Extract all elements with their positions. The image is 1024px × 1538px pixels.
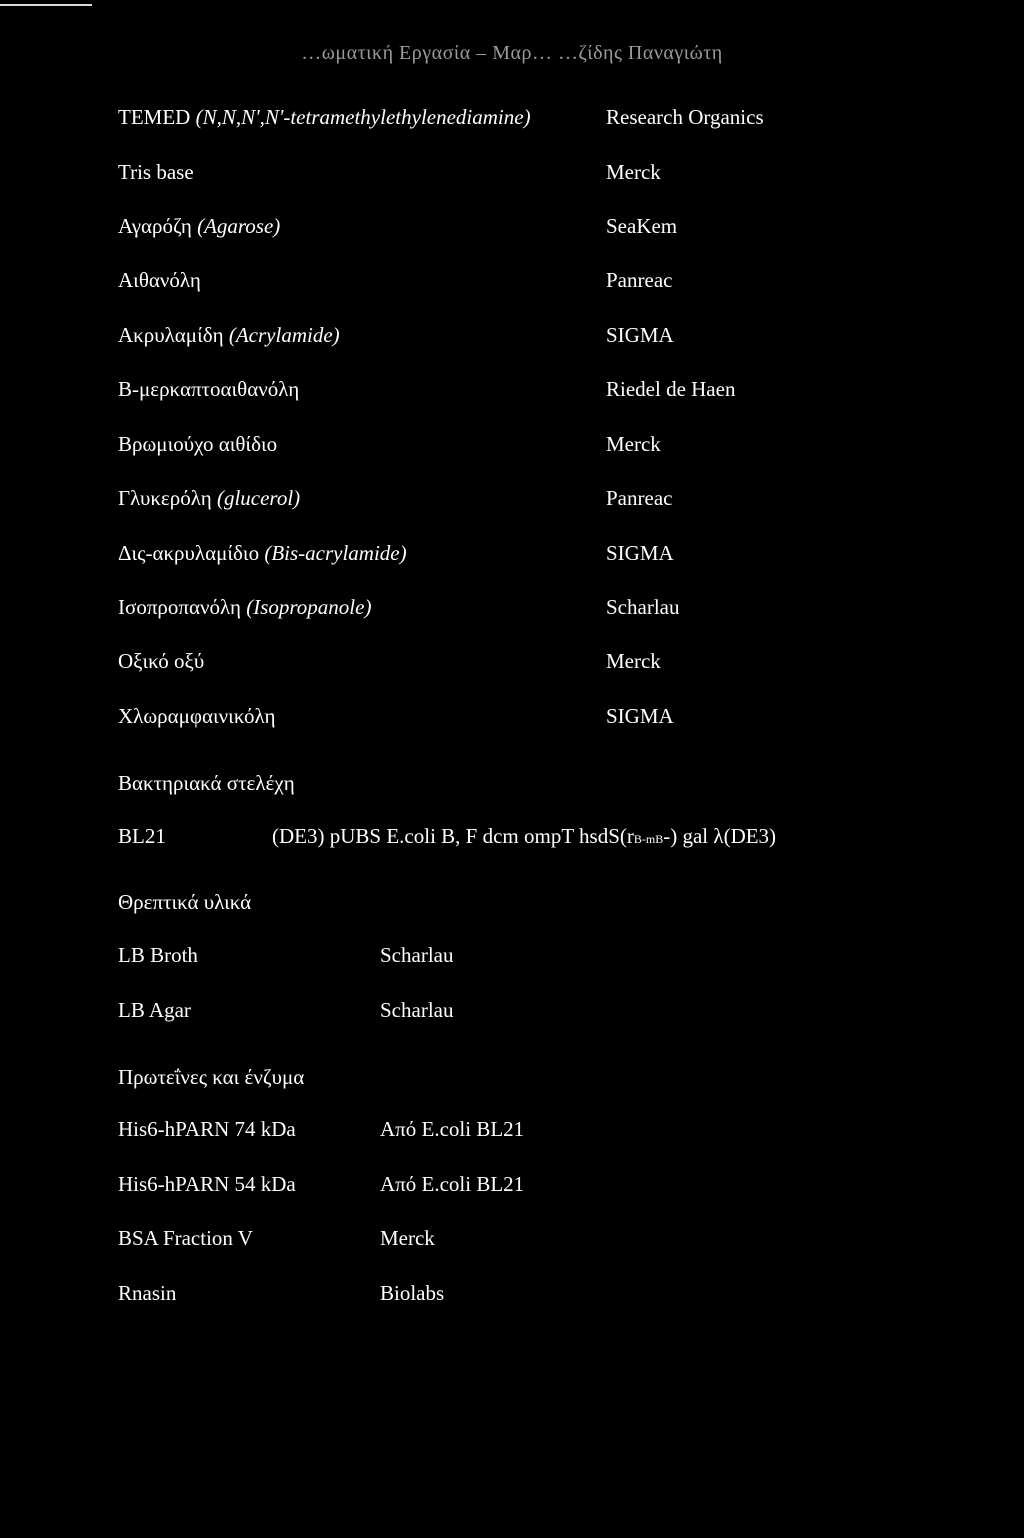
protein-name: Rnasin bbox=[118, 1281, 177, 1305]
nutrient-name: LB Broth bbox=[118, 943, 198, 967]
reagent-supplier: Panreac bbox=[606, 268, 673, 292]
reagent-name: Δις-ακρυλαμίδιο (Bis-acrylamide) bbox=[118, 541, 407, 565]
section-heading-proteins: Πρωτεΐνες και ένζυμα bbox=[118, 1065, 305, 1089]
protein-source: Από E.coli BL21 bbox=[380, 1117, 525, 1141]
reagent-name: Αιθανόλη bbox=[118, 268, 201, 292]
reagent-supplier: SIGMA bbox=[606, 323, 674, 347]
protein-source: Από E.coli BL21 bbox=[380, 1172, 525, 1196]
reagent-supplier: Panreac bbox=[606, 486, 673, 510]
section-heading-bacteria: Βακτηριακά στελέχη bbox=[118, 771, 295, 795]
reagent-supplier: Merck bbox=[606, 432, 661, 456]
reagent-name: Β-μερκαπτοαιθανόλη bbox=[118, 377, 300, 401]
reagent-name: Γλυκερόλη (glucerol) bbox=[118, 486, 301, 510]
section-heading-nutrients: Θρεπτικά υλικά bbox=[118, 890, 252, 914]
protein-source: Merck bbox=[380, 1226, 435, 1250]
protein-name: BSA Fraction V bbox=[118, 1226, 253, 1250]
reagent-name: Βρωμιούχο αιθίδιο bbox=[118, 432, 278, 456]
reagent-name: Ισοπροπανόλη (Isopropanole) bbox=[118, 595, 372, 619]
protein-name: His6-hPARN 54 kDa bbox=[118, 1172, 296, 1196]
protein-name: His6-hPARN 74 kDa bbox=[118, 1117, 296, 1141]
reagent-supplier: Merck bbox=[606, 649, 661, 673]
running-header: …ωματική Εργασία – Μαρ… …ζίδης Παναγιώτη bbox=[301, 42, 723, 64]
protein-source: Biolabs bbox=[380, 1281, 445, 1305]
strain-name: BL21 bbox=[118, 824, 166, 848]
nutrient-name: LB Agar bbox=[118, 998, 191, 1022]
reagent-name: Αγαρόζη (Agarose) bbox=[118, 214, 281, 238]
reagent-name: Χλωραμφαινικόλη bbox=[118, 704, 276, 728]
strain-genotype: (DE3) pUBS E.coli B, F dcm ompT hsdS(rB-mB-) gal λ(DE3) bbox=[272, 824, 777, 848]
reagent-supplier: Merck bbox=[606, 160, 661, 184]
reagent-supplier: SIGMA bbox=[606, 541, 674, 565]
reagent-supplier: SIGMA bbox=[606, 704, 674, 728]
nutrient-supplier: Scharlau bbox=[380, 943, 454, 967]
reagent-name: Οξικό οξύ bbox=[118, 649, 205, 673]
reagent-supplier: SeaKem bbox=[606, 214, 678, 238]
reagent-supplier: Research Organics bbox=[606, 105, 764, 129]
reagent-name: TEMED (N,N,N',N'-tetramethylethylenediamine) bbox=[118, 105, 531, 129]
reagent-name: Tris base bbox=[118, 160, 194, 184]
reagent-supplier: Scharlau bbox=[606, 595, 680, 619]
reagent-supplier: Riedel de Haen bbox=[606, 377, 736, 401]
nutrient-supplier: Scharlau bbox=[380, 998, 454, 1022]
top-rule bbox=[0, 4, 92, 6]
reagent-name: Ακρυλαμίδη (Acrylamide) bbox=[118, 323, 340, 347]
